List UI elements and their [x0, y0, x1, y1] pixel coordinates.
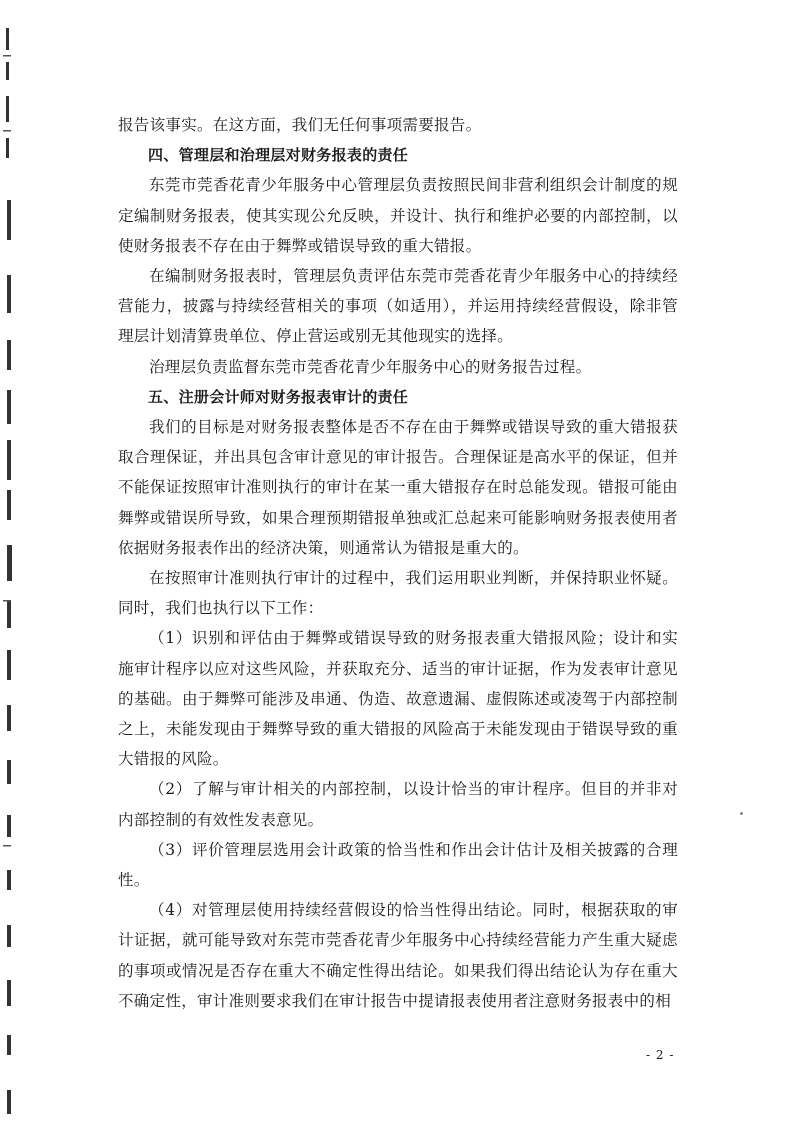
body-paragraph: 东莞市莞香花青少年服务中心管理层负责按照民间非营利组织会计制度的规定编制财务报表，使其实现公允反映，并设计、执行和维护必要的内部控制，以使财务报表不存在由于舞弊或错误导致的重大错报。 — [118, 176, 678, 255]
body-paragraph: 在编制财务报表时，管理层负责评估东莞市莞香花青少年服务中心的持续经营能力，披露与持续经营相关的事项（如适用），并运用持续经营假设，除非管理层计划清算贵单位、停止营运或别无其他现实的选择。 — [118, 267, 678, 346]
scan-binding-edge — [0, 0, 24, 1123]
body-paragraph: 报告该事实。在这方面，我们无任何事项需要报告。 — [118, 116, 482, 134]
body-paragraph: 治理层负责监督东莞市莞香花青少年服务中心的财务报告过程。 — [149, 357, 592, 376]
body-paragraph: 在按照审计准则执行审计的过程中，我们运用职业判断，并保持职业怀疑。同时，我们也执行以下工作： — [118, 569, 678, 618]
body-paragraph: （1）识别和评估由于舞弊或错误导致的财务报表重大错报风险；设计和实施审计程序以应对这些风险，并获取充分、适当的审计证据，作为发表审计意见的基础。由于舞弊可能涉及串通、伪造、故意遗漏、虚假陈述或凌驾于内部控制之上，未能发现由于舞弊导致的重大错报的风险高于未能发现由于错误导致的重大错报的风险。 — [118, 629, 678, 769]
body-paragraph: （3）评价管理层选用会计政策的恰当性和作出会计估计及相关披露的合理性。 — [118, 840, 678, 890]
scan-speck — [740, 812, 743, 815]
body-paragraph: 我们的目标是对财务报表整体是否不存在由于舞弊或错误导致的重大错报获取合理保证，并出具包含审计意见的审计报告。合理保证是高水平的保证，但并不能保证按照审计准则执行的审计在某一重大错报存在时总能发现。错报可能由舞弊或错误所导致，如果合理预期错报单独或汇总起来可能影响财务报表使用者依据财务报表作出的经济决策，则通常认为错报是重大的。 — [118, 418, 678, 557]
body-paragraph: （4）对管理层使用持续经营假设的恰当性得出结论。同时，根据获取的审计证据，就可能导致对东莞市莞香花青少年服务中心持续经营能力产生重大疑虑的事项或情况是否存在重大不确定性得出结论。如果我们得出结论认为存在重大不确定性，审计准则要求我们在审计报告中提请报表使用者注意财务报表中的相 — [118, 901, 678, 1010]
body-paragraph: （2）了解与审计相关的内部控制，以设计恰当的审计程序。但目的并非对内部控制的有效性发表意见。 — [118, 780, 678, 829]
section-heading: 四、管理层和治理层对财务报表的责任 — [148, 146, 409, 165]
report-body — [118, 110, 678, 1016]
page-number: - 2 - — [646, 1048, 675, 1062]
section-heading: 五、注册会计师对财务报表审计的责任 — [148, 387, 409, 406]
